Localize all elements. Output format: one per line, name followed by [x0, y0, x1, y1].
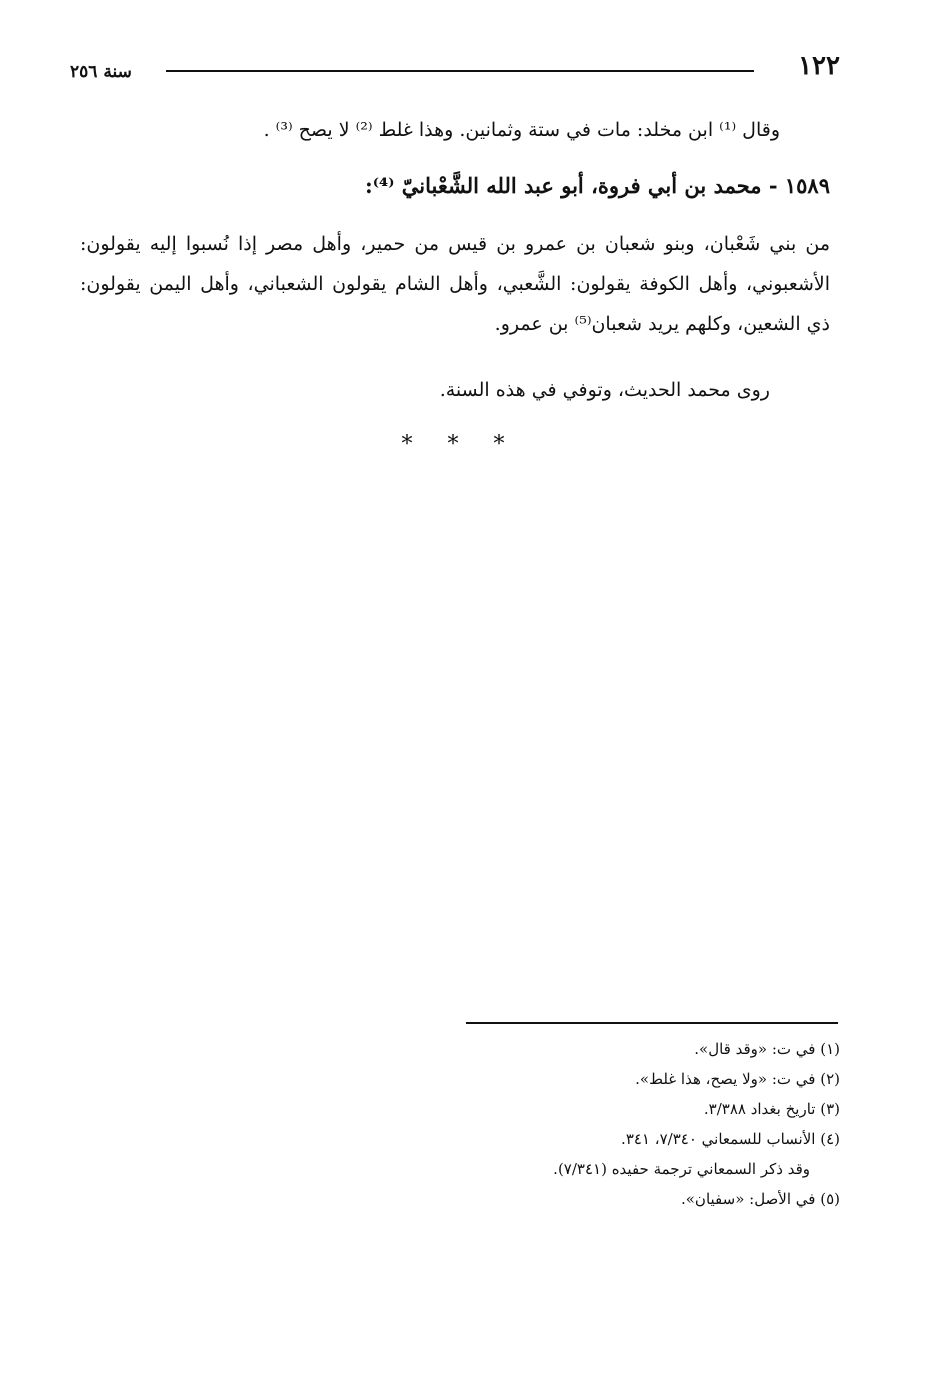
entry-paragraph-2: روى محمد الحديث، وتوفي في هذه السنة. [439, 379, 770, 401]
footnote-1: (١) في ت: «وقد قال». [694, 1040, 840, 1058]
running-head-year: سنة ٢٥٦ [70, 62, 132, 82]
page-header [70, 50, 840, 90]
page-number: ١٢٢ [798, 51, 840, 81]
header-rule [166, 70, 754, 72]
footnote-4: (٤) الأنساب للسمعاني ٧/٣٤٠، ٣٤١. [621, 1130, 840, 1148]
entry-heading: ١٥٨٩ - محمد بن أبي فروة، أبو عبد الله الشَّعْبانيّ ⁽⁴⁾: [365, 173, 830, 198]
footnote-rule [466, 1022, 838, 1024]
body-line-previous-entry: وقال ⁽¹⁾ ابن مخلد: مات في ستة وثمانين. وهذا غلط ⁽²⁾ لا يصح ⁽³⁾ . [263, 119, 780, 141]
footnote-3: (٣) تاريخ بغداد ٣/٣٨٨. [703, 1100, 840, 1118]
body-text-top [150, 110, 830, 150]
footnote-2: (٢) في ت: «ولا يصح، هذا غلط». [635, 1070, 840, 1088]
entry-paragraph-1: من بني شَعْبان، وبنو شعبان بن عمرو بن قيس من حمير، وأهل مصر إذا نُسبوا إليه يقولون: الأشعبوني، وأهل الكوفة يقولون: الشَّعبي، وأهل الشام يقولون الشعباني، وأهل اليمن يقولون: ذي الشعين، وكلهم يريد شعبان⁽⁵⁾ بن عمرو. [80, 233, 830, 335]
footnotes [440, 1034, 840, 1214]
footnote-4-continuation: وقد ذكر السمعاني ترجمة حفيده (٧/٣٤١). [553, 1160, 810, 1178]
footnote-5: (٥) في الأصل: «سفيان». [680, 1190, 840, 1208]
section-separator: * * * [401, 432, 519, 457]
